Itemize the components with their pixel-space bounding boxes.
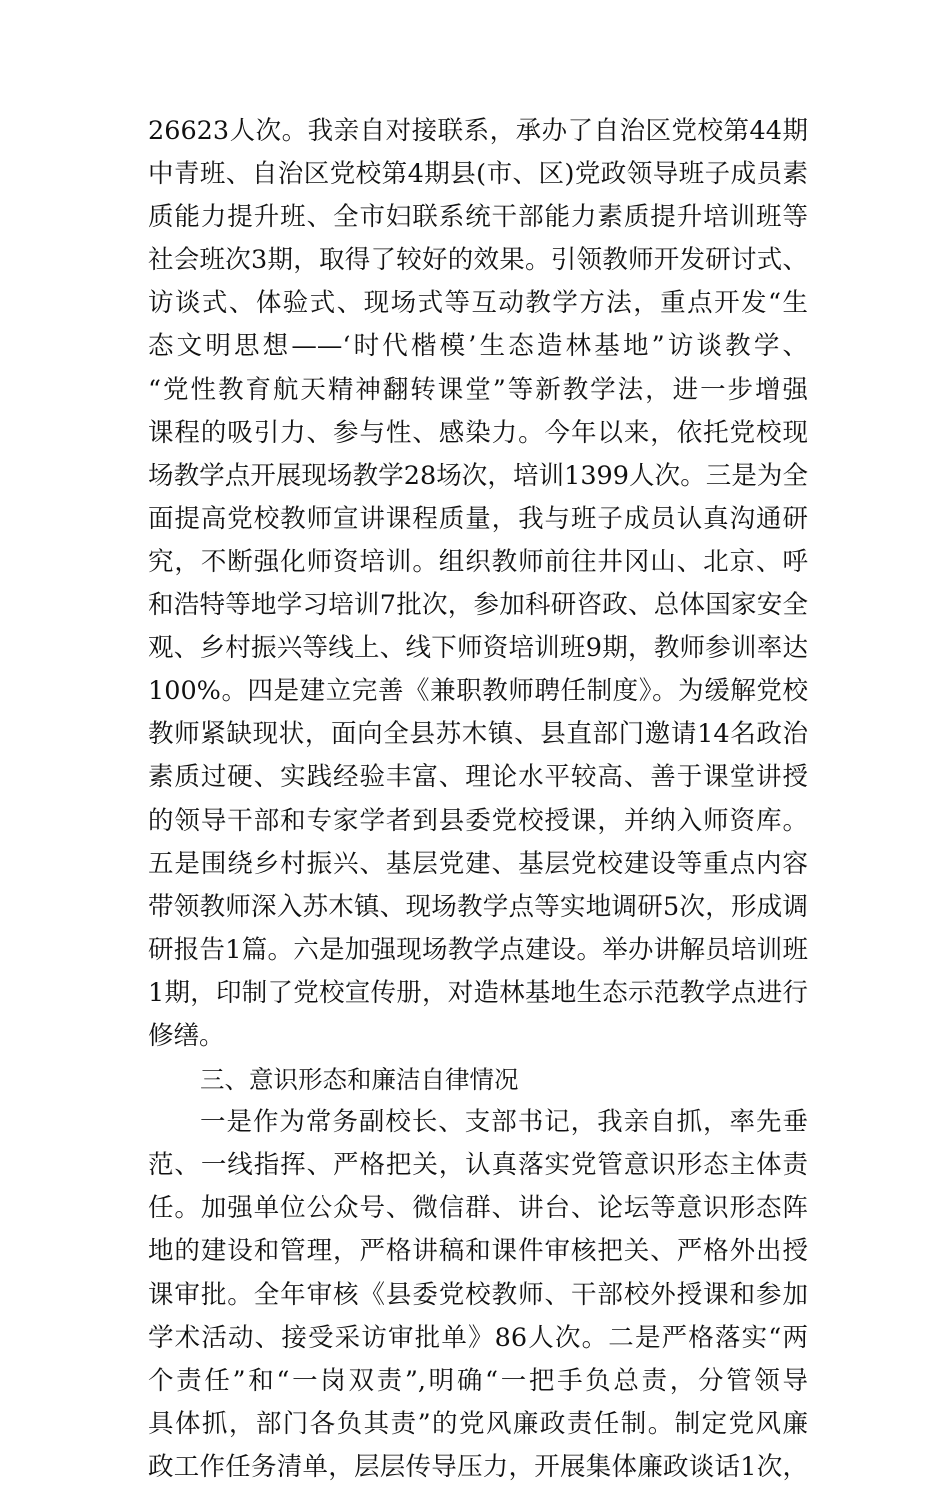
paragraph-line: 观、乡村振兴等线上、线下师资培训班9期，教师参训率达 <box>148 633 808 664</box>
paragraph-line: 的领导干部和专家学者到县委党校授课，并纳入师资库。 <box>148 805 808 836</box>
paragraph-line: 课程的吸引力、参与性、感染力。今年以来，依托党校现 <box>148 417 808 448</box>
paragraph-line: 政工作任务清单，层层传导压力，开展集体廉政谈话1次， <box>148 1451 808 1482</box>
paragraph-line: 中青班、自治区党校第4期县(市、区)党政领导班子成员素 <box>148 159 808 190</box>
paragraph-line: 和浩特等地学习培训7批次，参加科研咨政、总体国家安全 <box>148 590 808 621</box>
paragraph-line: 面提高党校教师宣讲课程质量，我与班子成员认真沟通研 <box>148 503 808 534</box>
paragraph-line: 教师紧缺现状，面向全县苏木镇、县直部门邀请14名政治 <box>148 719 808 750</box>
paragraph-line: 具体抓，部门各负其责”的党风廉政责任制。制定党风廉 <box>148 1408 808 1439</box>
paragraph-line: 场教学点开展现场教学28场次，培训1399人次。三是为全 <box>148 460 808 491</box>
paragraph-line: 质能力提升班、全市妇联系统干部能力素质提升培训班等 <box>148 202 808 233</box>
paragraph-line: 访谈式、体验式、现场式等互动教学方法，重点开发“生 <box>148 288 808 319</box>
paragraph-line: 素质过硬、实践经验丰富、理论水平较高、善于课堂讲授 <box>148 762 808 793</box>
paragraph-line: “党性教育航天精神翻转课堂”等新教学法，进一步增强 <box>148 374 808 405</box>
paragraph-line: 范、一线指挥、严格把关，认真落实党管意识形态主体责 <box>148 1150 808 1181</box>
paragraph-line: 研报告1篇。六是加强现场教学点建设。举办讲解员培训班 <box>148 934 808 965</box>
paragraph-line: 态文明思想——‘时代楷模’生态造林基地”访谈教学、 <box>148 331 808 362</box>
paragraph-line: 任。加强单位公众号、微信群、讲台、论坛等意识形态阵 <box>148 1193 808 1224</box>
paragraph-line: 社会班次3期，取得了较好的效果。引领教师开发研讨式、 <box>148 245 808 276</box>
paragraph-line: 地的建设和管理，严格讲稿和课件审核把关、严格外出授 <box>148 1236 808 1267</box>
paragraph-line: 26623人次。我亲自对接联系，承办了自治区党校第44期 <box>148 116 808 146</box>
paragraph-line: 究，不断强化师资培训。组织教师前往井冈山、北京、呼 <box>148 546 808 577</box>
paragraph-line: 个责任”和“一岗双责”,明确“一把手负总责，分管领导 <box>148 1365 808 1396</box>
section-heading: 三、意识形态和廉洁自律情况 <box>200 1065 519 1095</box>
paragraph-line: 100%。四是建立完善《兼职教师聘任制度》。为缓解党校 <box>148 676 808 707</box>
paragraph-line: 学术活动、接受采访审批单》86人次。二是严格落实“两 <box>148 1322 808 1353</box>
paragraph-line: 1期，印制了党校宣传册，对造林基地生态示范教学点进行 <box>148 977 808 1008</box>
paragraph-line: 五是围绕乡村振兴、基层党建、基层党校建设等重点内容 <box>148 848 808 879</box>
paragraph-line: 带领教师深入苏木镇、现场教学点等实地调研5次，形成调 <box>148 891 808 922</box>
paragraph-line: 课审批。全年审核《县委党校教师、干部校外授课和参加 <box>148 1279 808 1310</box>
paragraph-line: 一是作为常务副校长、支部书记，我亲自抓，率先垂 <box>200 1107 808 1138</box>
paragraph-line: 修缮。 <box>148 1020 225 1051</box>
body-text <box>148 110 808 1489</box>
